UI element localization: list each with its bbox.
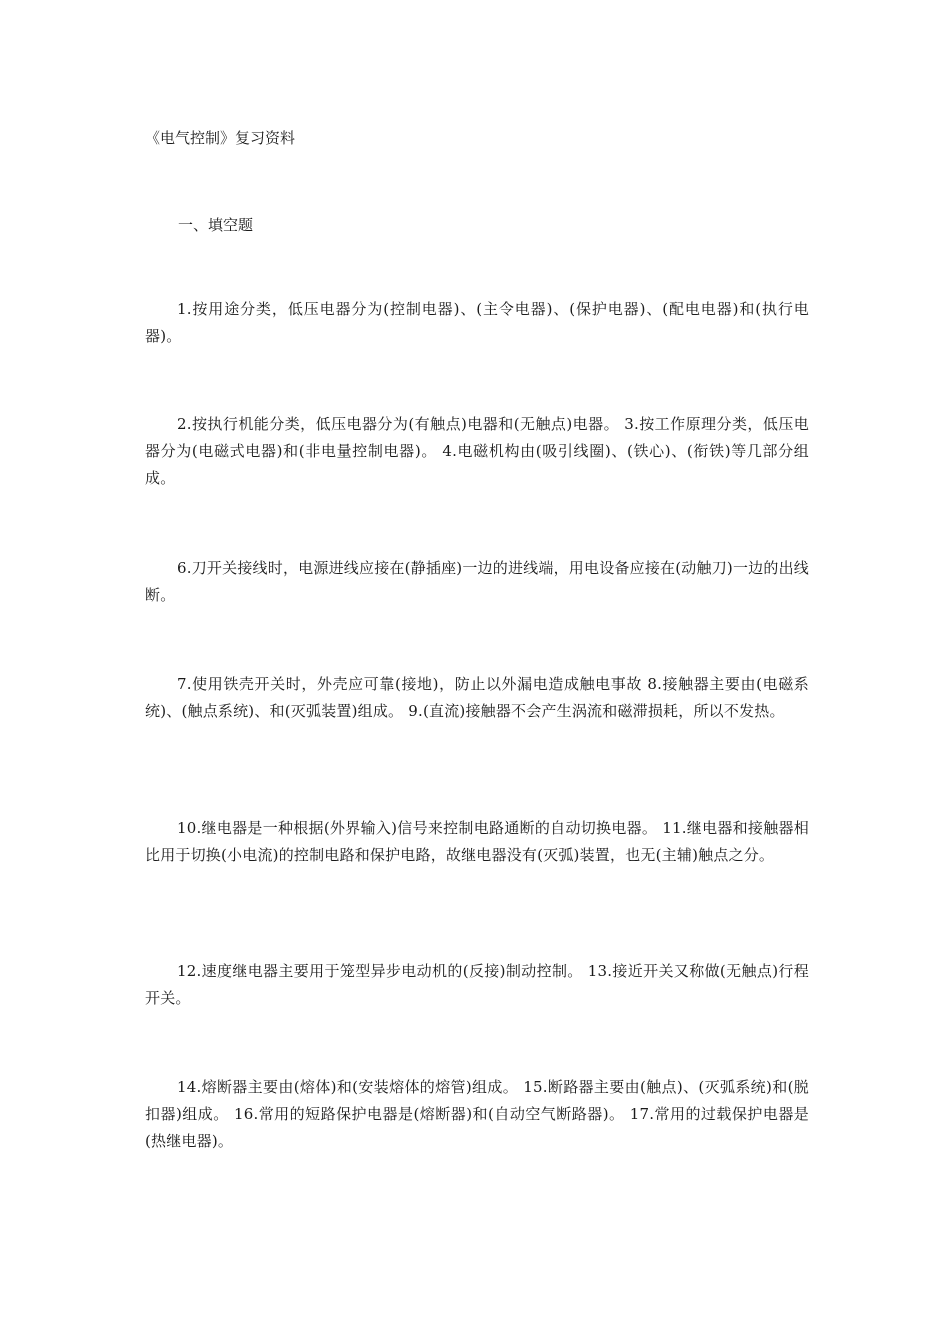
section-heading: 一、填空题 [178,216,254,234]
question-paragraph: 1.按用途分类，低压电器分为(控制电器)、(主令电器)、(保护电器)、(配电电器)和(执行电器)。 [145,300,809,345]
question-paragraph: 12.速度继电器主要用于笼型异步电动机的(反接)制动控制。 13.接近开关又称做(无触点)行程开关。 [145,962,809,1007]
question-paragraph: 10.继电器是一种根据(外界输入)信号来控制电路通断的自动切换电器。 11.继电器和接触器相比用于切换(小电流)的控制电路和保护电路，故继电器没有(灭弧)装置，也无(主辅)触点之分。 [145,819,809,864]
question-paragraph: 6.刀开关接线时，电源进线应接在(静插座)一边的进线端，用电设备应接在(动触刀)一边的出线断。 [145,559,809,604]
question-paragraph: 14.熔断器主要由(熔体)和(安装熔体的熔管)组成。 15.断路器主要由(触点)、(灭弧系统)和(脱扣器)组成。 16.常用的短路保护电器是(熔断器)和(自动空气断路器)。 17.常用的过载保护电器是(热继电器)。 [145,1078,809,1150]
document-title: 《电气控制》复习资料 [145,129,296,147]
question-paragraph: 7.使用铁壳开关时，外壳应可靠(接地)，防止以外漏电造成触电事故 8.接触器主要由(电磁系统)、(触点系统)、和(灭弧装置)组成。 9.(直流)接触器不会产生涡流和磁滞损耗，所以不发热。 [145,675,809,720]
question-paragraph: 2.按执行机能分类，低压电器分为(有触点)电器和(无触点)电器。 3.按工作原理分类，低压电器分为(电磁式电器)和(非电量控制电器)。 4.电磁机构由(吸引线圈)、(铁心)、(衔铁)等几部分组成。 [145,415,809,487]
